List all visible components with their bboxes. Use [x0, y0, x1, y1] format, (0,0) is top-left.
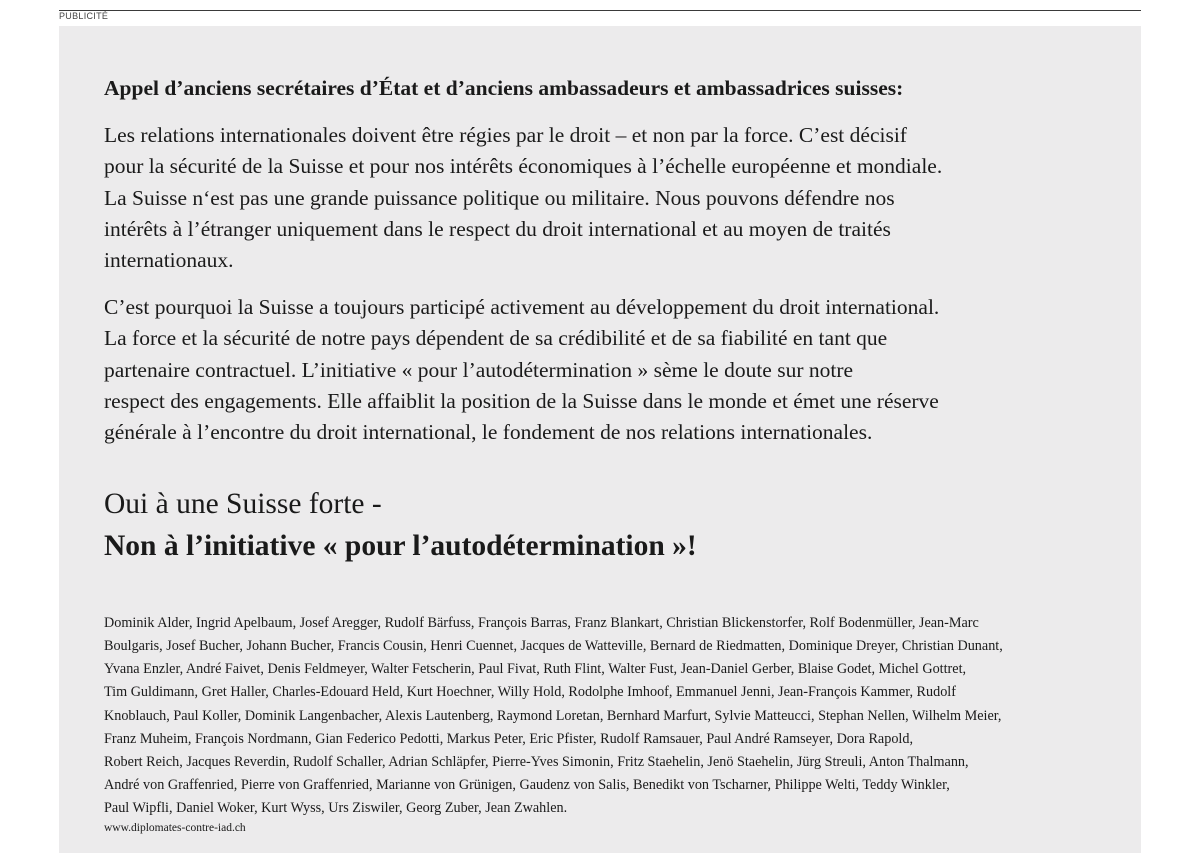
paragraph-2-line: générale à l’encontre du droit international, le fondement de nos relations internationales.	[104, 420, 873, 445]
appeal-heading: Appel d’anciens secrétaires d’État et d’anciens ambassadeurs et ambassadrices suisses:	[104, 76, 904, 100]
paragraph-1-line: internationaux.	[104, 248, 234, 273]
slogan-yes: Oui à une Suisse forte -	[104, 488, 382, 520]
signatories-line: Dominik Alder, Ingrid Apelbaum, Josef Aregger, Rudolf Bärfuss, François Barras, Franz Blankart, Christian Blickenstorfer, Rolf Bodenmüller, Jean-Marc	[104, 615, 979, 631]
signatories-line: André von Graffenried, Pierre von Graffenried, Marianne von Grünigen, Gaudenz von Salis, Benedikt von Tscharner, Philippe Welti, Teddy Winkler,	[104, 777, 950, 794]
advertisement-box	[59, 26, 1141, 853]
signatories-line: Boulgaris, Josef Bucher, Johann Bucher, Francis Cousin, Henri Cuennet, Jacques de Watteville, Bernard de Riedmatten, Dominique Dreyer, Christian Dunant,	[104, 638, 1003, 655]
slogan-no: Non à l’initiative « pour l’autodétermination »!	[104, 530, 697, 562]
signatories-line: Paul Wipfli, Daniel Woker, Kurt Wyss, Urs Ziswiler, Georg Zuber, Jean Zwahlen.	[104, 800, 568, 817]
signatories-line: Yvana Enzler, André Faivet, Denis Feldmeyer, Walter Fetscherin, Paul Fivat, Ruth Flint, Walter Fust, Jean-Daniel Gerber, Blaise Godet, Michel Gottret,	[104, 661, 967, 678]
paragraph-1-line: La Suisse n‘est pas une grande puissance politique ou militaire. Nous pouvons défendre nos	[104, 185, 895, 210]
signatories-line: Tim Guldimann, Gret Haller, Charles-Edouard Held, Kurt Hoechner, Willy Hold, Rodolphe Imhoof, Emmanuel Jenni, Jean-François Kammer, Rudolf	[104, 684, 956, 701]
signatories-line: Franz Muheim, François Nordmann, Gian Federico Pedotti, Markus Peter, Eric Pfister, Rudolf Ramsauer, Paul André Ramseyer, Dora Rapold,	[104, 730, 914, 747]
paragraph-1-line: intérêts à l’étranger uniquement dans le respect du droit international et au moyen de traités	[104, 216, 891, 241]
paragraph-1-line: Les relations internationales doivent être régies par le droit – et non par la force. C’est décisif	[104, 123, 907, 147]
paragraph-2	[104, 292, 939, 448]
paragraph-2-line: respect des engagements. Elle affaiblit la position de la Suisse dans le monde et émet une réserve	[104, 388, 939, 413]
paragraph-2-line: C’est pourquoi la Suisse a toujours participé activement au développement du droit international.	[104, 295, 940, 319]
signatories-line: Robert Reich, Jacques Reverdin, Rudolf Schaller, Adrian Schläpfer, Pierre-Yves Simonin, Fritz Staehelin, Jenö Staehelin, Jürg Streuli, Anton Thalmann,	[104, 753, 969, 770]
top-divider	[59, 10, 1141, 11]
paragraph-1-line: pour la sécurité de la Suisse et pour nos intérêts économiques à l’échelle européenne et mondiale.	[104, 154, 943, 179]
website-url: www.diplomates-contre-iad.ch	[104, 822, 246, 834]
paragraph-1	[104, 120, 942, 276]
signatories-list	[104, 612, 1003, 820]
paragraph-2-line: partenaire contractuel. L’initiative « pour l’autodétermination » sème le doute sur notre	[104, 357, 854, 382]
signatories-line: Knoblauch, Paul Koller, Dominik Langenbacher, Alexis Lautenberg, Raymond Loretan, Bernhard Marfurt, Sylvie Matteucci, Stephan Nellen, Wilhelm Meier,	[104, 707, 1002, 724]
advertisement-label: PUBLICITÉ	[59, 11, 109, 21]
paragraph-2-line: La force et la sécurité de notre pays dépendent de sa crédibilité et de sa fiabilité en tant que	[104, 326, 888, 351]
